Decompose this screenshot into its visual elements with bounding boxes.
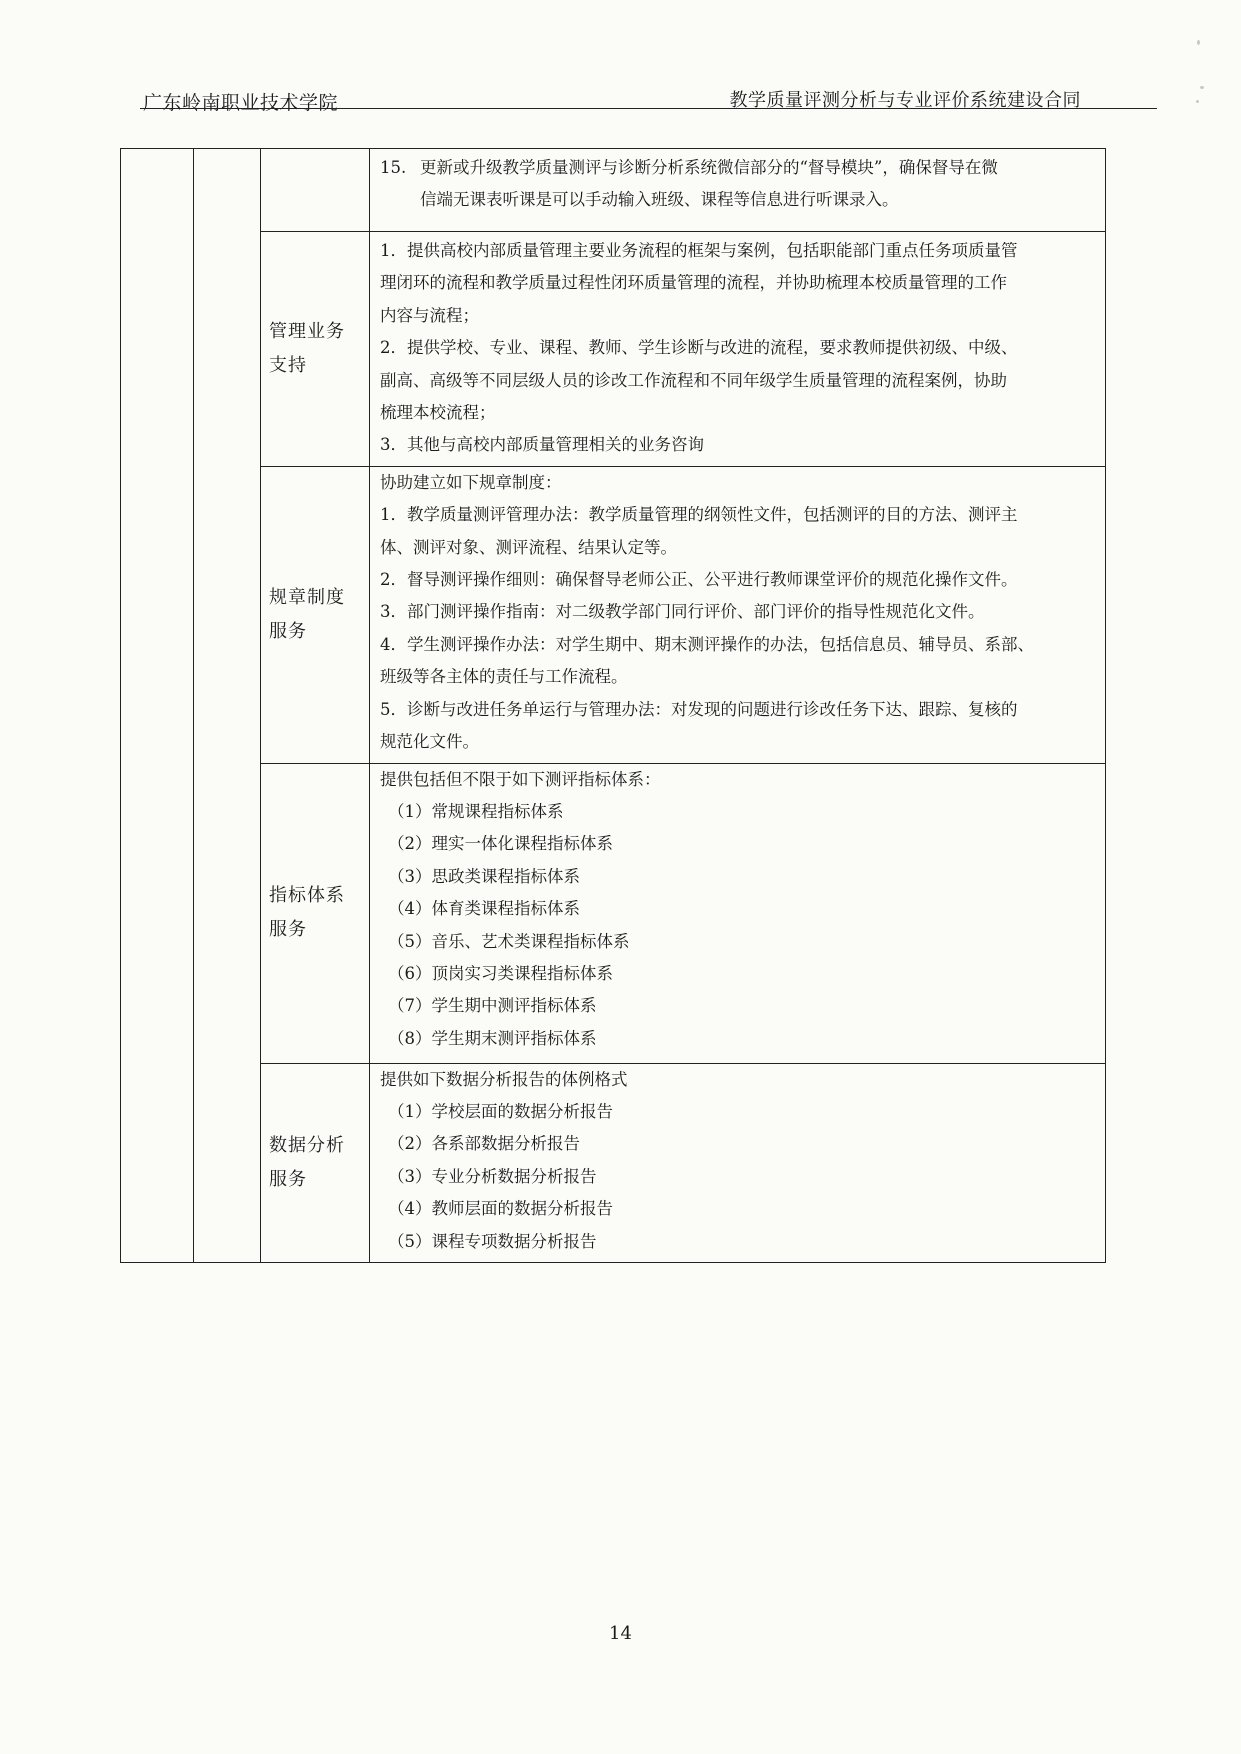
label-cell — [261, 1063, 370, 1262]
outer-col-1 — [121, 149, 194, 1263]
content-cell — [370, 1063, 1106, 1262]
list-item: 4．学生测评操作办法：对学生期中、期末测评操作的办法，包括信息员、辅导员、系部、 — [380, 634, 1034, 654]
row-label: 指标体系 服务 — [269, 885, 345, 940]
list-item: （2）理实一体化课程指标体系 — [388, 834, 613, 854]
header-right-title: 教学质量评测分析与专业评价系统建设合同 — [729, 90, 1081, 111]
list-item: （2）各系部数据分析报告 — [388, 1134, 580, 1154]
list-item: （5）音乐、艺术类课程指标体系 — [388, 931, 630, 951]
list-item: 3．部门测评操作指南：对二级教学部门同行评价、部门评价的指导性规范化文件。 — [380, 602, 985, 622]
content-cell — [370, 763, 1106, 1063]
list-item-continuation: 体、测评对象、测评流程、结果认定等。 — [380, 537, 677, 557]
row-label: 规章制度 服务 — [269, 586, 345, 642]
label-cell — [261, 466, 370, 763]
list-item: （7）学生期中测评指标体系 — [388, 996, 597, 1016]
list-item: （3）思政类课程指标体系 — [388, 866, 580, 886]
list-item: 1．提供高校内部质量管理主要业务流程的框架与案例，包括职能部门重点任务项质量管 — [380, 241, 1018, 260]
label-cell — [261, 232, 370, 467]
scan-artifact — [1196, 100, 1199, 103]
table-row — [121, 232, 1106, 467]
intro-text: 提供如下数据分析报告的体例格式 — [380, 1069, 628, 1089]
list-item: 3．其他与高校内部质量管理相关的业务咨询 — [380, 435, 704, 455]
list-item: 5．诊断与改进任务单运行与管理办法：对发现的问题进行诊改任务下达、跟踪、复核的 — [380, 699, 1018, 719]
header-rule — [140, 108, 1157, 109]
table-row — [121, 763, 1106, 1063]
list-item: （1）常规课程指标体系 — [388, 801, 564, 821]
list-item: （5）课程专项数据分析报告 — [388, 1231, 597, 1251]
list-item: （3）专业分析数据分析报告 — [388, 1166, 597, 1186]
page-number: 14 — [609, 1623, 632, 1644]
label-cell-empty — [261, 149, 370, 232]
list-item: （1）学校层面的数据分析报告 — [388, 1101, 613, 1121]
table-row — [121, 1063, 1106, 1262]
scan-artifact — [1200, 86, 1204, 89]
list-item: 15. 更新或升级教学质量测评与诊断分析系统微信部分的“督导模块”，确保督导在微 — [380, 158, 998, 177]
label-cell — [261, 763, 370, 1063]
content-cell — [370, 466, 1106, 763]
list-item-continuation: 梳理本校流程； — [380, 403, 496, 423]
list-item: （6）顶岗实习类课程指标体系 — [388, 963, 613, 983]
list-item: （4）教师层面的数据分析报告 — [388, 1199, 613, 1219]
intro-text: 协助建立如下规章制度： — [380, 472, 562, 492]
header-left-title: 广东岭南职业技术学院 — [143, 92, 339, 114]
list-item: 2．督导测评操作细则：确保督导老师公正、公平进行教师课堂评价的规范化操作文件。 — [380, 570, 1018, 590]
list-item: （8）学生期末测评指标体系 — [388, 1028, 597, 1048]
list-item-continuation: 内容与流程； — [380, 305, 479, 325]
list-item-continuation: 规范化文件。 — [380, 732, 479, 752]
intro-text: 提供包括但不限于如下测评指标体系： — [380, 769, 661, 789]
list-item: 2．提供学校、专业、课程、教师、学生诊断与改进的流程，要求教师提供初级、中级、 — [380, 338, 1018, 358]
table-row — [121, 149, 1106, 232]
list-item: （4）体育类课程指标体系 — [388, 899, 580, 919]
services-table — [120, 148, 1106, 1263]
list-item-continuation: 理闭环的流程和教学质量过程性闭环质量管理的流程，并协助梳理本校质量管理的工作 — [380, 273, 1007, 293]
row-label: 管理业务 支持 — [269, 320, 345, 376]
outer-col-2 — [194, 149, 261, 1263]
list-item: 1．教学质量测评管理办法：教学质量管理的纲领性文件，包括测评的目的方法、测评主 — [380, 505, 1018, 525]
content-cell — [370, 149, 1106, 232]
table-row — [121, 466, 1106, 763]
scan-artifact — [1197, 40, 1200, 45]
list-item-continuation: 班级等各主体的责任与工作流程。 — [380, 667, 628, 687]
content-cell — [370, 232, 1106, 467]
list-item-continuation: 副高、高级等不同层级人员的诊改工作流程和不同年级学生质量管理的流程案例，协助 — [380, 370, 1007, 390]
row-label: 数据分析 服务 — [269, 1134, 345, 1190]
list-item-continuation: 信端无课表听课是可以手动输入班级、课程等信息进行听课录入。 — [420, 190, 899, 210]
